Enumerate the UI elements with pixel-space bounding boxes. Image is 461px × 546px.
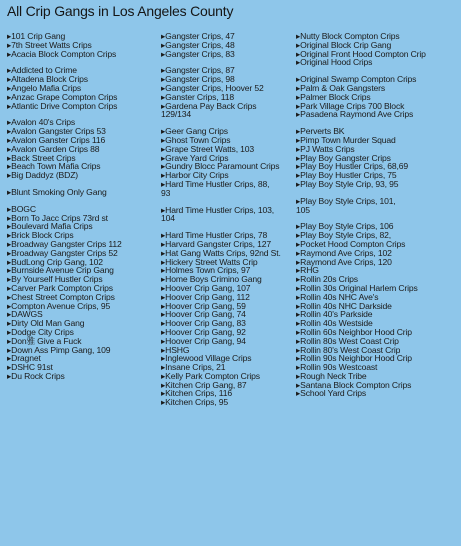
list-item: ▸Rollin 20s Crips <box>296 274 358 285</box>
list-item: ▸Play Boy Gangster Crips <box>296 152 391 163</box>
list-item: ▸Big Daddyz (BDZ) <box>7 170 79 181</box>
list-item: ▸Harbor City Crips <box>161 170 229 181</box>
list-item: ▸Born To Jacc Crips 73rd st <box>7 212 108 223</box>
list-item: ▸Hoover Crip Gang, 92 <box>161 326 246 337</box>
list-item: ▸Avalon Garden Crips 88 <box>7 143 100 154</box>
list-item: ▸Rollin 30s Original Harlem Crips <box>296 282 418 293</box>
list-item: ▸Brick Block Crips <box>7 230 74 241</box>
list-item: ▸Holmes Town Crips, 97 <box>161 265 251 276</box>
list-item: ▸Geer Gang Crips <box>161 126 228 137</box>
list-item: ▸Raymond Ave Crips, 102 <box>296 247 392 258</box>
entry-group <box>7 66 155 110</box>
list-item: ▸Gangster Crips, 83 <box>161 48 235 59</box>
column-2 <box>161 32 301 407</box>
list-item: ▸Raymond Ave Crips, 120 <box>296 256 392 267</box>
list-item: ▸Avalon Gangster Crips 53 <box>7 126 106 137</box>
entry-group <box>296 75 458 119</box>
list-item: ▸Grape Street Watts, 103 <box>161 143 255 154</box>
entry-group <box>7 188 155 197</box>
list-item: ▸Kitchen Crips, 116 <box>161 388 233 399</box>
list-item: ▸Rollin 90s Westcoast <box>296 362 378 373</box>
entry-group <box>296 222 458 398</box>
list-item: ▸Santana Block Compton Crips <box>296 379 412 390</box>
page-title: All Crip Gangs in Los Angeles County <box>7 3 234 19</box>
list-item: ▸Back Street Crips <box>7 152 76 163</box>
list-item: ▸Boulevard Mafia Crips <box>7 221 93 232</box>
list-item: ▸Avalon Ganster Crips 116 <box>7 134 106 145</box>
list-item: 129/134 <box>161 109 192 120</box>
list-item: ▸HSHG <box>161 344 190 355</box>
list-item: ▸Broadway Gangster Crips 112 <box>7 238 122 249</box>
list-item: ▸Original Block Crip Gang <box>296 39 392 50</box>
entry-group <box>7 205 155 381</box>
list-item: ▸Avalon 40's Crips <box>7 117 76 128</box>
list-item: ▸Hard Time Hustler Crips, 103, <box>161 204 275 215</box>
list-item: ▸Palmer Block Crips <box>296 91 371 102</box>
list-item: ▸Play Boy Style Crips, 106 <box>296 221 394 232</box>
list-item: ▸Don雅 Give a Fuck <box>7 335 82 346</box>
entry-group <box>161 66 301 119</box>
list-item: ▸PJ Watts Crips <box>296 143 355 154</box>
list-item: ▸Grave Yard Crips <box>161 152 229 163</box>
entry-group <box>161 231 301 407</box>
list-item: ▸Perverts BK <box>296 126 345 137</box>
list-item: ▸By Yourself Hustler Crips <box>7 274 103 285</box>
list-item: ▸Play Boy Style Crips, 82, <box>296 230 391 241</box>
entry-group <box>296 32 458 67</box>
list-item: ▸Park Village Crips 700 Block <box>296 100 405 111</box>
list-item: 104 <box>161 213 175 224</box>
list-item: ▸Angelo Mafia Crips <box>7 82 82 93</box>
list-item: ▸Nutty Block Compton Crips <box>296 31 400 41</box>
entry-group <box>7 32 155 58</box>
list-item: ▸Du Rock Crips <box>7 370 65 381</box>
list-item: ▸Rollin 60s Neighbor Hood Crip <box>296 326 412 337</box>
list-item: ▸7th Street Watts Crips <box>7 39 92 50</box>
list-item: ▸Rollin 80s West Coast Crip <box>296 335 399 346</box>
list-item: ▸School Yard Crips <box>296 388 367 399</box>
list-item: ▸Rollin 90s Neighbor Hood Crip <box>296 353 412 364</box>
list-item: ▸Kelly Park Compton Crips <box>161 370 260 381</box>
list-item: ▸Dirty Old Man Gang <box>7 318 85 329</box>
list-item: ▸Hoover Crip Gang, 112 <box>161 291 250 302</box>
list-item: ▸Gangster Crips, 47 <box>161 31 235 41</box>
list-item: ▸Beach Town Mafia Crips <box>7 161 101 172</box>
list-item: ▸Gundry Blocc Paramount Crips <box>161 161 280 172</box>
list-item: ▸Gangster Crips, Hoover 52 <box>161 82 264 93</box>
list-item: 105 <box>296 204 310 215</box>
list-item: ▸Hickery Street Watts Crip <box>161 256 258 267</box>
list-item: ▸Play Boy Style Crip, 93, 95 <box>296 178 399 189</box>
list-item: ▸Altadena Block Crips <box>7 74 88 85</box>
list-item: ▸Hoover Crip Gang, 83 <box>161 318 246 329</box>
entry-group <box>7 118 155 180</box>
list-item: ▸Burnside Avenue Crip Gang <box>7 265 114 276</box>
list-item: ▸Blunt Smoking Only Gang <box>7 186 107 197</box>
list-item: ▸Compton Avenue Crips, 95 <box>7 300 111 311</box>
list-item: 93 <box>161 187 171 198</box>
list-item: ▸Rollin 40s Westside <box>296 318 373 329</box>
list-item: ▸Hoover Crip Gang, 107 <box>161 282 251 293</box>
list-item: ▸DAWGS <box>7 309 43 320</box>
list-item: ▸Atlantic Drive Compton Crips <box>7 100 118 111</box>
list-item: ▸Chest Street Compton Crips <box>7 291 115 302</box>
list-item: ▸Home Boys Crimino Gang <box>161 274 262 285</box>
entry-group <box>296 127 458 189</box>
list-item: ▸Pocket Hood Compton Crips <box>296 238 406 249</box>
list-item: ▸Hard Time Hustler Crips, 88, <box>161 178 270 189</box>
list-item: ▸Original Swamp Compton Crips <box>296 74 417 85</box>
list-item: ▸Play Boy Hustler Crips, 75 <box>296 170 397 181</box>
entry-group <box>161 32 301 58</box>
list-item: ▸101 Crip Gang <box>7 31 66 41</box>
list-item: ▸Kitchen Crips, 95 <box>161 397 229 408</box>
list-item: ▸BOGC <box>7 203 36 214</box>
list-item: ▸Harvard Gangster Crips, 127 <box>161 238 271 249</box>
list-item: ▸Addicted to Crime <box>7 65 77 76</box>
list-item: ▸Dodge City Crips <box>7 326 74 337</box>
list-item: ▸Hard Time Hustler Crips, 78 <box>161 230 268 241</box>
list-item: ▸Acacia Block Compton Crips <box>7 48 117 59</box>
list-item: ▸Play Boy Style Crips, 101, <box>296 195 396 206</box>
list-item: ▸Hoover Crip Gang, 94 <box>161 335 246 346</box>
list-item: ▸Rollin 80's West Coast Crip <box>296 344 401 355</box>
list-item: ▸Gangster Crips, 48 <box>161 39 235 50</box>
entry-group <box>161 206 301 224</box>
list-item: ▸Rollin 40's Parkside <box>296 309 373 320</box>
list-item: ▸Original Hood Crips <box>296 57 373 68</box>
list-item: ▸Play Boy Hustler Crips, 68,69 <box>296 161 409 172</box>
list-item: ▸Ganster Crips, 118 <box>161 91 234 102</box>
list-item: ▸Gangster Crips, 87 <box>161 65 235 76</box>
list-item: ▸Down Ass Pimp Gang, 109 <box>7 344 111 355</box>
entry-group <box>296 197 458 215</box>
list-item: ▸Dragnet <box>7 353 41 364</box>
list-item: ▸Hat Gang Watts Crips, 92nd St. <box>161 247 281 258</box>
list-item: ▸Carver Park Compton Crips <box>7 282 113 293</box>
list-item: ▸Gardena Pay Back Crips <box>161 100 257 111</box>
list-item: ▸Kitchen Crip Gang, 87 <box>161 379 247 390</box>
list-item: ▸Palm & Oak Gangsters <box>296 82 386 93</box>
list-item: ▸Original Front Hood Compton Crip <box>296 48 426 59</box>
column-1 <box>7 32 155 381</box>
list-item: ▸Inglewood Village Crips <box>161 353 252 364</box>
entry-group <box>161 127 301 197</box>
list-item: ▸Pasadena Raymond Ave Crips <box>296 109 414 120</box>
list-item: ▸DSHC 91st <box>7 362 53 373</box>
list-item: ▸RHG <box>296 265 319 276</box>
list-item: ▸Broadway Gangster Crips 52 <box>7 247 118 258</box>
list-item: ▸Rollin 40s NHC Ave's <box>296 291 379 302</box>
list-item: ▸Gangster Crips, 98 <box>161 74 235 85</box>
list-item: ▸Rollin 40s NHC Darkside <box>296 300 392 311</box>
list-item: ▸BudLong Crip Gang, 102 <box>7 256 103 267</box>
list-item: ▸Hoover Crip Gang, 59 <box>161 300 246 311</box>
list-item: ▸Insane Crips, 21 <box>161 362 226 373</box>
list-item: ▸Pimp Town Murder Squad <box>296 134 396 145</box>
list-item: ▸Anzac Grape Compton Crips <box>7 91 118 102</box>
column-3 <box>296 32 458 398</box>
list-item: ▸Hoover Crip Gang, 74 <box>161 309 246 320</box>
list-item: ▸Ghost Town Crips <box>161 134 231 145</box>
list-item: ▸Rough Neck Tribe <box>296 370 367 381</box>
